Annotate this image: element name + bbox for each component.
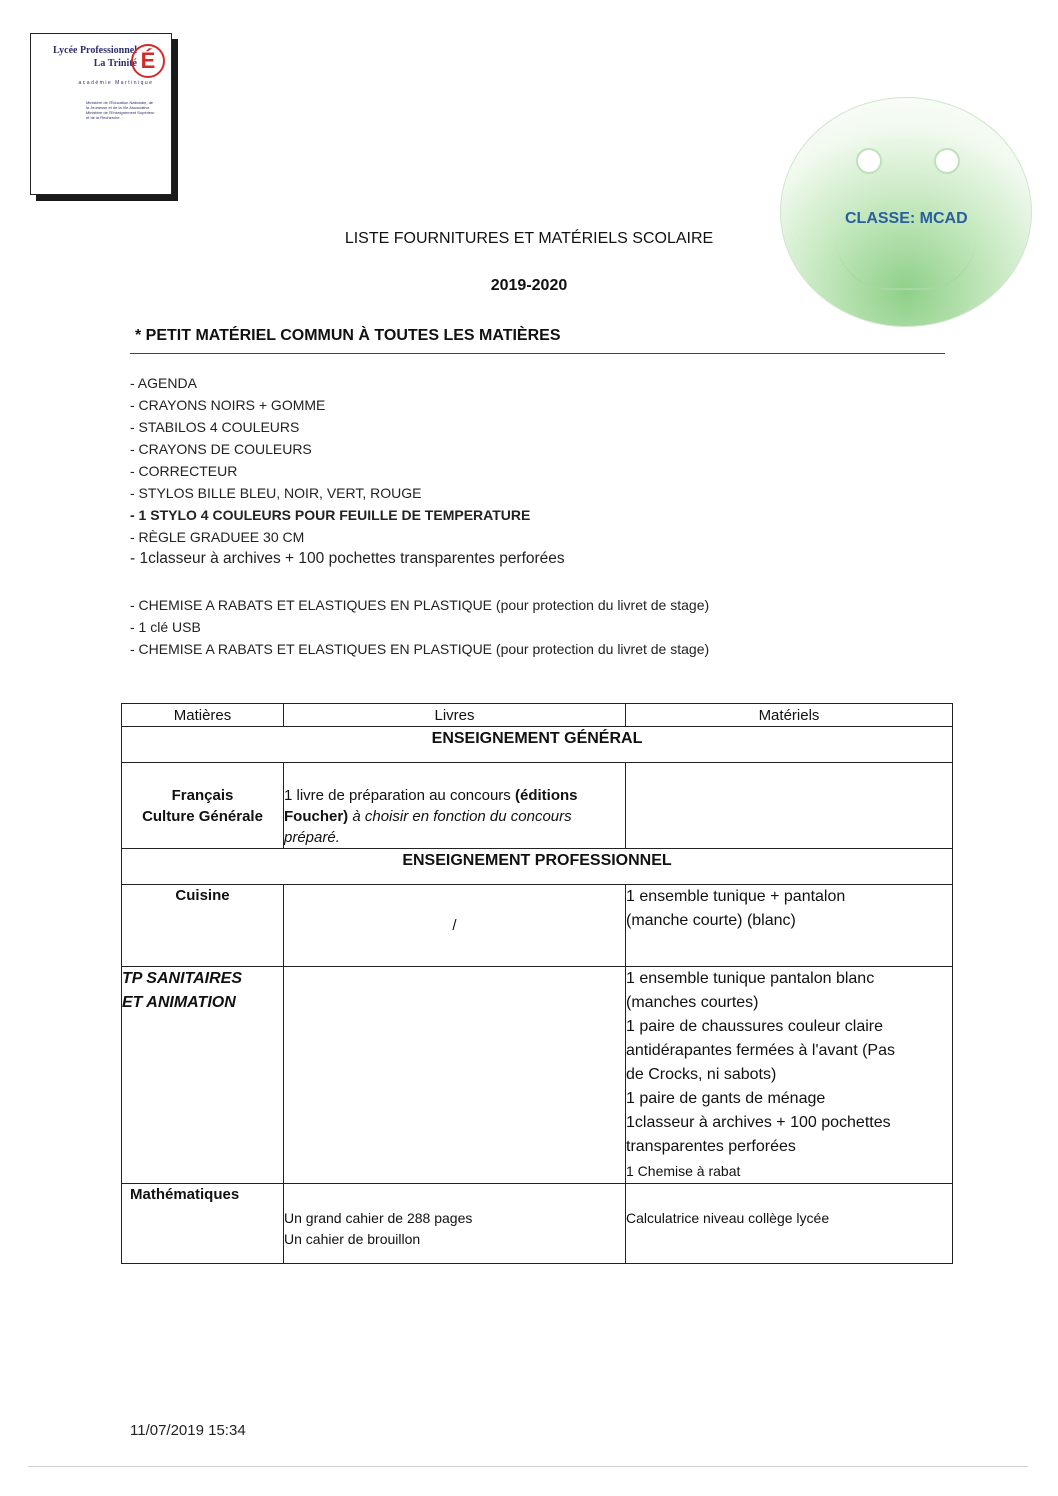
list-item: - CRAYONS NOIRS + GOMME <box>130 397 326 413</box>
section-row-general <box>122 727 953 763</box>
list-item: - 1 STYLO 4 COULEURS POUR FEUILLE DE TEMPERATURE <box>130 507 531 523</box>
logo-line-2: La Trinité <box>93 58 137 69</box>
page-title: LISTE FOURNITURES ET MATÉRIELS SCOLAIRE <box>344 230 714 247</box>
materials-cell: Calculatrice niveau collège lycée <box>626 1184 953 1264</box>
subject-cuisine: Cuisine <box>122 885 284 967</box>
school-logo <box>30 33 172 195</box>
material-item: 1 Chemise à rabat <box>626 1163 741 1179</box>
material-item: 1 paire de chaussures couleur claire <box>626 1018 884 1035</box>
logo-line-1: Lycée Professionnel <box>53 45 137 56</box>
supplies-table <box>121 703 953 1264</box>
section-general-label: ENSEIGNEMENT GÉNÉRAL <box>122 727 953 763</box>
section-professionnel-label: ENSEIGNEMENT PROFESSIONNEL <box>122 849 953 885</box>
footer-divider <box>28 1466 1028 1467</box>
material-item: (manche courte) (blanc) <box>626 912 796 929</box>
table-row <box>122 763 953 849</box>
logo-e-emblem: É <box>131 44 165 78</box>
logo-school-name <box>37 44 137 70</box>
table-header-row <box>122 704 953 727</box>
common-materials-list <box>130 372 709 660</box>
material-item: 1 ensemble tunique pantalon blanc <box>626 970 875 987</box>
header-materiels: Matériels <box>626 704 953 727</box>
school-year: 2019-2020 <box>490 277 568 294</box>
list-item: - CHEMISE A RABATS ET ELASTIQUES EN PLASTIQUE (pour protection du livret de stage) <box>130 597 710 613</box>
header-matieres: Matières <box>122 704 284 727</box>
subject-cell <box>122 763 284 849</box>
list-item: - CRAYONS DE COULEURS <box>130 441 312 457</box>
list-item: - CORRECTEUR <box>130 463 238 479</box>
books-cell <box>284 1184 626 1264</box>
class-label: CLASSE: MCAD <box>845 210 968 227</box>
material-item: 1 paire de gants de ménage <box>626 1090 826 1107</box>
material-item: 1 ensemble tunique + pantalon <box>626 888 846 905</box>
table-row <box>122 885 953 967</box>
subject-mathematiques: Mathématiques <box>122 1184 284 1264</box>
logo-ministry: Ministère de l'Éducation Nationale, de la Jeunesse et de la Vie Associative Ministère de l'Enseignement Supérieur et de la Recherche <box>86 100 155 120</box>
list-item: - AGENDA <box>130 375 197 391</box>
material-item: 1classeur à archives + 100 pochettes <box>626 1114 891 1131</box>
smiley-right-eye <box>934 148 960 174</box>
list-item: - 1 clé USB <box>130 619 201 635</box>
material-item: (manches courtes) <box>626 994 759 1011</box>
books-cell: / <box>284 885 626 967</box>
print-timestamp: 11/07/2019 15:34 <box>130 1422 246 1439</box>
books-cell <box>284 763 626 849</box>
list-item: - RÈGLE GRADUEE 30 CM <box>130 529 305 545</box>
heading-divider <box>130 353 945 354</box>
logo-academie: académie Martinique <box>78 80 154 86</box>
material-item: antidérapantes fermées à l'avant (Pas <box>626 1042 895 1059</box>
book-item: Un grand cahier de 288 pages <box>284 1210 473 1226</box>
subject-cell <box>122 967 284 1184</box>
subject-animation: ET ANIMATION <box>122 994 236 1011</box>
book-item: Un cahier de brouillon <box>284 1231 421 1247</box>
subject-francais: Français <box>171 786 234 804</box>
header-livres: Livres <box>284 704 626 727</box>
material-item: de Crocks, ni sabots) <box>626 1066 777 1083</box>
table-row <box>122 1184 953 1264</box>
materials-cell <box>626 763 953 849</box>
smiley-left-eye <box>856 148 882 174</box>
list-item: - CHEMISE A RABATS ET ELASTIQUES EN PLASTIQUE (pour protection du livret de stage) <box>130 641 710 657</box>
section-row-professionnel <box>122 849 953 885</box>
subject-tp-sanitaires: TP SANITAIRES <box>122 970 243 987</box>
material-item: transparentes perforées <box>626 1138 796 1155</box>
list-item: - STABILOS 4 COULEURS <box>130 419 300 435</box>
common-materials-heading: * PETIT MATÉRIEL COMMUN À TOUTES LES MATIÈRES <box>135 327 561 344</box>
materials-cell <box>626 967 953 1184</box>
list-item: - 1classeur à archives + 100 pochettes transparentes perforées <box>130 550 565 567</box>
list-item: - STYLOS BILLE BLEU, NOIR, VERT, ROUGE <box>130 485 422 501</box>
book-note: à choisir en fonction du concours préparé. <box>284 808 572 846</box>
table-row <box>122 967 953 1184</box>
book-text: 1 livre de préparation au concours <box>284 787 515 804</box>
materials-cell <box>626 885 953 967</box>
subject-culture-generale: Culture Générale <box>142 807 263 825</box>
books-cell <box>284 967 626 1184</box>
book-publisher: (éditions Foucher) <box>284 787 578 825</box>
